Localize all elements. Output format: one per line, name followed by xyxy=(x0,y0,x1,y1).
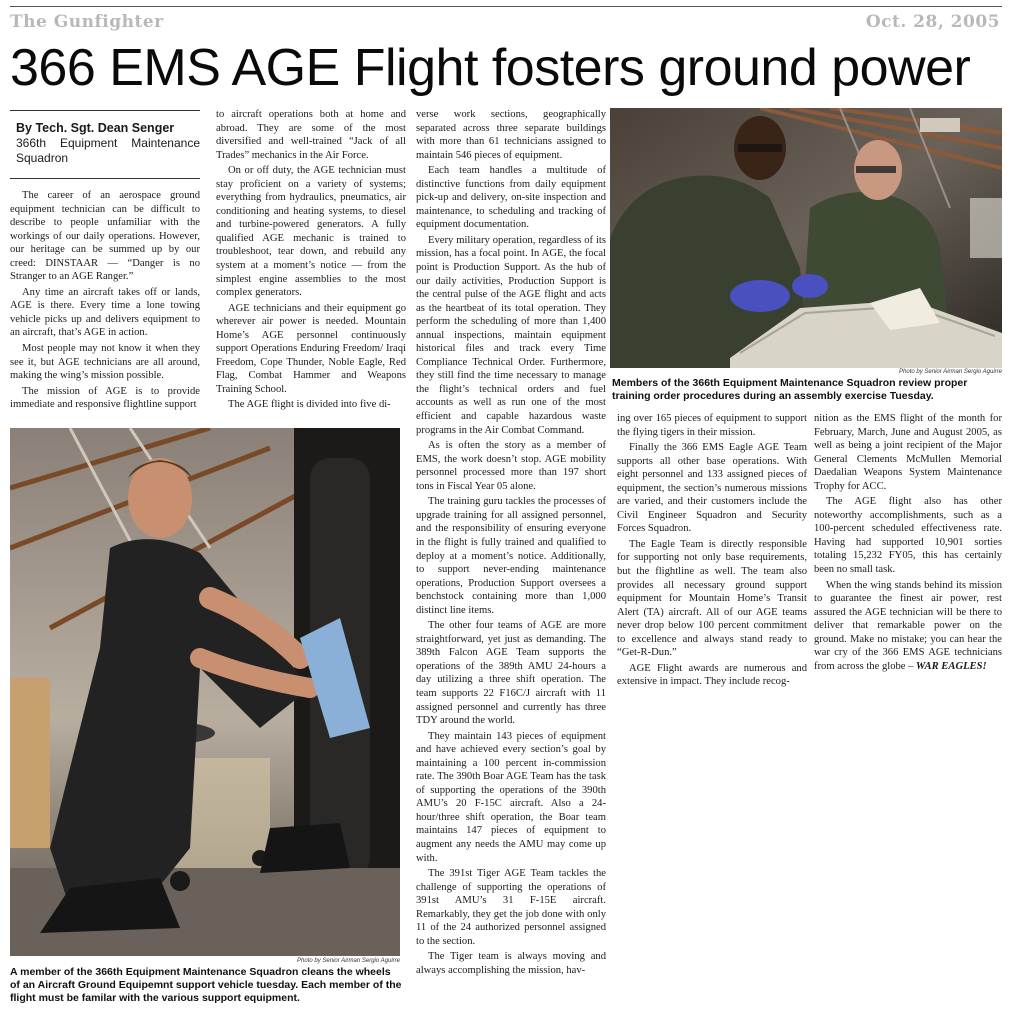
paragraph: The AGE flight is divided into five di- xyxy=(228,399,391,411)
issue-date: Oct. 28, 2005 xyxy=(865,12,1000,32)
paragraph: They maintain 143 pieces of equipment and have achieved every section’s goal by maintaining a 100 percent in-commission rate. The 390th Boar AGE Team has the task of supporting the operations of the 390th AMU’s 20 F-15C aircraft. Also a 24-hour/three shift operation, the Boar team maintains 147 pieces of equipment to augment any needs the AMU may come up with. xyxy=(416,730,606,864)
photo-training-review xyxy=(610,108,1002,368)
paragraph: Every military operation, regardless of its mission, has a focal point. In AGE, the focal point is Production Support. As the hub of our daily activities, Production Support is the central pulse of the AGE flight and acts as the heartbeat of its total operation. They perform the scheduling of more than 1,400 annual inspections, maintain equipment historical files and track every Time Compliance Technical Order. Furthermore, they still find the time necessary to manage the flight’s technical orders and fuel accounts as well as run one of the most efficient and capable hazardous waste programs in the Air Combat Command. xyxy=(416,234,606,436)
photo-technician-cleaning-wheel xyxy=(10,428,400,956)
article-column-3 xyxy=(416,108,606,979)
byline xyxy=(10,110,200,179)
byline-unit: 366th Equipment Maintenance Squadron xyxy=(16,136,200,165)
paragraph: nition as the EMS flight of the month for February, March, June and August 2005, as well as being a joint recipient of the Major General Clements McMullen Memorial Daedalian Weapons System Maintenance Trophy for ACC. xyxy=(814,413,1002,492)
photo-technicians-reviewing-manual xyxy=(610,108,1002,368)
paragraph: ing over 165 pieces of equipment to support the flying tigers in their mission. xyxy=(617,413,807,438)
article-column-4 xyxy=(617,412,807,691)
photo-caption-bottom: A member of the 366th Equipment Maintenance Squadron cleans the wheels of an Aircraft Ground Equipemnt support vehicle tuesday. Each member of the flight must be familar with the various support equipment. xyxy=(10,966,402,1004)
paragraph: The career of an aerospace ground equipment technician can be difficult to describe to people unfamiliar with the workings of our daily operations. However, our heritage can be summed up by our creed: DINSTAAR — “Danger is no Stranger to an AGE Ranger.” xyxy=(10,190,200,283)
article-column-2 xyxy=(216,108,406,414)
war-cry: WAR EAGLES! xyxy=(913,660,987,672)
paragraph: verse work sections, geographically separated across three separate buildings with more than 61 technicians assigned to maintain 546 pieces of equipment. xyxy=(416,109,606,161)
article-column-5 xyxy=(814,412,1002,675)
closing-text: When the wing stands behind its mission to guarantee the finest air power, rest assured the AGE technician will be there to deliver that remarkable power on the ground. Make no mistake; you can hear the war cry of the 366 EMS AGE technicians from across the globe – xyxy=(814,579,1002,672)
paragraph: AGE technicians and their equipment go wherever air power is needed. Mountain Home’s AGE personnel continuously support Operations Enduring Freedom/ Iraqi Freedom, Cope Thunder, Noble Eagle, Red Flag, Combat Hammer and Weapons Training School. xyxy=(216,302,406,395)
paragraph: Each team handles a multitude of distinctive functions from daily equipment pick-up and delivery, on-site inspection and maintenance, to scheduling and tracking of equipment documentation. xyxy=(416,165,606,231)
article-column-1 xyxy=(10,110,200,414)
byline-author: By Tech. Sgt. Dean Senger xyxy=(16,121,175,135)
paragraph: The other four teams of AGE are more straightforward, yet just as demanding. The 389th Falcon AGE Team supports the operations of the 389th AMU 24-hours a day utilizing a three shift operation. The team supports 22 F16C/J aircraft with 11 assigned personnel and currently has three TDY around the world. xyxy=(416,620,606,727)
paragraph: The mission of AGE is to provide immediate and responsive flightline support xyxy=(10,385,200,411)
paragraph: The AGE flight also has other noteworthy accomplishments, such as a 100-percent scheduled effectiveness rate. Having had supported 10,901 sorties totaling 15,232 FY05, this has certainly been no small task. xyxy=(814,496,1002,576)
paragraph: Most people may not know it when they see it, but AGE technicians are all around, making the wing’s mission possible. xyxy=(10,343,200,382)
paragraph: The training guru tackles the processes of upgrade training for all assigned personnel, and the responsibility of ensuring everyone in the flight is fully trained and qualified to deploy at a moment’s notice. Additionally, to support never-ending maintenance operations, Production Support oversees a benchstock containing more than 1,000 distinct line items. xyxy=(416,496,606,616)
headline: 366 EMS AGE Flight fosters ground power xyxy=(10,39,971,97)
photo-credit-top: Photo by Senior Airman Sergio Aguirre xyxy=(899,369,1002,375)
paragraph: Finally the 366 EMS Eagle AGE Team supports all other base operations. With eight personnel and 133 assigned pieces of equipment, the section’s numerous missions are varied, and their customers include the Civil Engineer Squadron and Security Forces Squadron. xyxy=(617,442,807,535)
paper-name: The Gunfighter xyxy=(10,12,164,32)
paragraph: The 391st Tiger AGE Team tackles the challenge of supporting the operations of 391st AMU’s 31 F-15E aircraft. Remarkably, they get the job done with only 11 of the 24 authorized personnel assigned to the section. xyxy=(416,868,606,947)
paragraph xyxy=(814,579,1002,674)
paragraph: to aircraft operations both at home and abroad. They are some of the most diversified and well-trained “Jack of all Trades” mechanics in the Air Force. xyxy=(216,109,406,161)
masthead-rule xyxy=(10,6,1002,7)
paragraph: The Eagle Team is directly responsible for supporting not only base requirements, but the flightline as well. The team also provides all necessary ground support equipment for Mountain Home’s Transit Alert (TA) aircraft. All of our AGE teams never drop below 100 percent commitment to excellence and always stand ready to “Get-R-Dun.” xyxy=(617,538,807,659)
photo-caption-top: Members of the 366th Equipment Maintenance Squadron review proper training order procedures during an assembly exercise Tuesday. xyxy=(612,377,968,402)
photo-credit-bottom: Photo by Senior Airman Sergio Aguirre xyxy=(297,958,400,964)
paragraph: The Tiger team is always moving and always accomplishing the mission, hav- xyxy=(416,951,606,976)
paragraph: Any time an aircraft takes off or lands, AGE is there. Every time a lone towing vehicle picks up and delivers equipment to an aircraft, that’s AGE in action. xyxy=(10,286,200,339)
paragraph: As is often the story as a member of EMS, the work doesn’t stop. AGE mobility personnel processed more than 197 short tons in Fiscal Year 05 alone. xyxy=(416,440,606,492)
paragraph: AGE Flight awards are numerous and extensive in impact. They include recog- xyxy=(617,662,807,688)
paragraph: On or off duty, the AGE technician must stay proficient on a variety of systems; everything from hydraulics, pneumatics, air conditioning and heating systems, to diesel and turbine-powered generators. A fully qualified AGE mechanic is trained to troubleshoot, tear down, and rebuild any system at a moment’s notice — from the simplest engine assemblies to the most complex generators. xyxy=(216,165,406,299)
photo-wheel-cleaning xyxy=(10,428,400,956)
